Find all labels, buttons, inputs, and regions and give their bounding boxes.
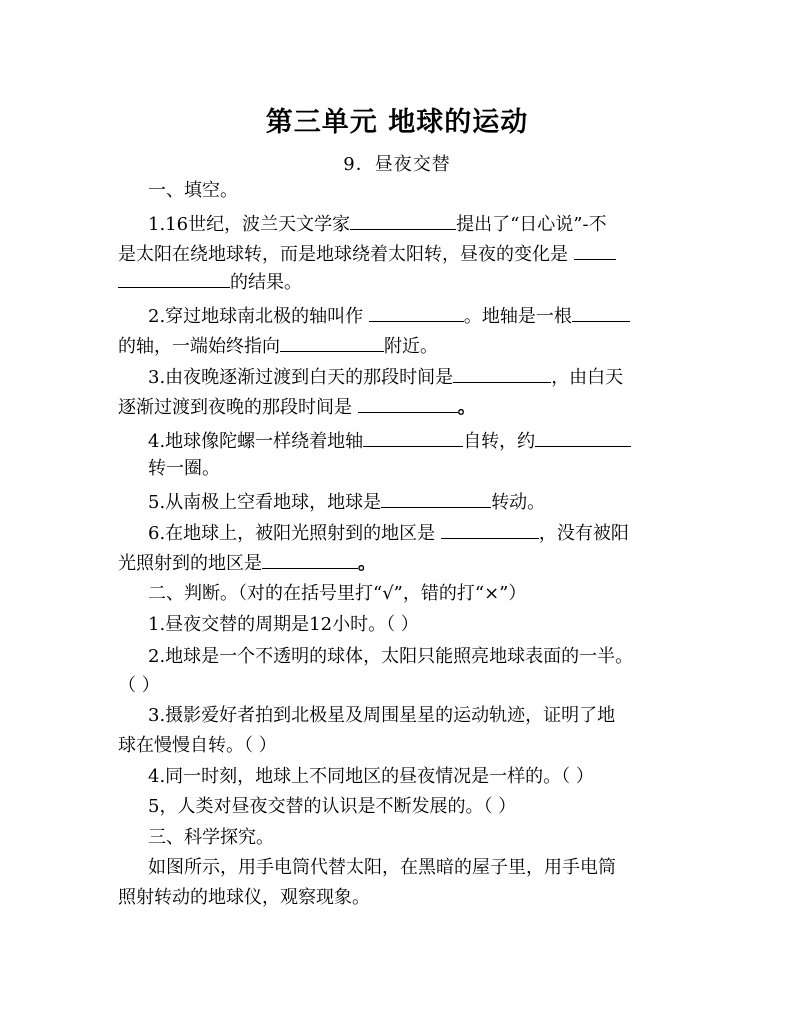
lesson-subtitle: 9．昼夜交替 [343,154,451,175]
question-1-line-2: 是太阳在绕地球转，而是地球绕着太阳转，昼夜的变化是 [118,241,686,266]
question-1-line-3: 的结果。 [118,269,686,294]
inquiry-text-line-2: 照射转动的地球仪，观察现象。 [118,887,370,908]
judge-item-2-line-2: （ ） [118,675,160,696]
answer-blank [280,333,384,352]
answer-blank [381,489,491,508]
page-title: 第三单元 地球的运动 [265,107,529,138]
question-3-line-2: 逐渐过渡到夜晚的那段时间是 。 [118,394,686,419]
judge-item-3-line-2: 球在慢慢自转。（ ） [118,735,277,756]
inquiry-text-line-1: 如图所示，用手电筒代替太阳，在黑暗的屋子里，用手电筒 [148,857,616,878]
question-5: 5.从南极上空看地球，地球是 转动。 [148,489,686,514]
question-2-line-2: 的轴，一端始终指向 附近。 [118,333,686,358]
question-4-line-2: 转一圈。 [148,458,220,479]
answer-blank [453,364,551,383]
answer-blank [572,303,630,322]
section-heading-inquiry: 三、科学探究。 [148,827,274,848]
answer-blank [363,428,463,447]
answer-blank [574,241,616,260]
judge-item-3-line-1: 3.摄影爱好者拍到北极星及周围星星的运动轨迹，证明了地 [148,705,616,726]
judge-item-1: 1.昼夜交替的周期是12小时。（ ） [148,614,419,635]
answer-blank [262,550,358,569]
judge-item-5: 5，人类对昼夜交替的认识是不断发展的。（ ） [148,796,517,817]
answer-blank [369,303,464,322]
section-heading-true-false: 二、判断。（对的在括号里打“√”，错的打“×”） [148,583,527,604]
section-heading-fill-in: 一、填空。 [148,180,238,201]
answer-blank [350,211,456,230]
question-6-line-1: 6.在地球上，被阳光照射到的地区是 ，没有被阳 [148,520,686,545]
question-1-line-1: 1.16世纪，波兰天文学家 提出了“日心说”-不 [148,211,686,236]
question-4-line-1: 4.地球像陀螺一样绕着地轴 自转，约 [148,428,686,453]
question-3-line-1: 3.由夜晚逐渐过渡到白天的那段时间是 ，由白天 [148,364,686,389]
answer-blank [535,428,631,447]
answer-blank [441,520,539,539]
answer-blank [118,269,230,288]
judge-item-4: 4.同一时刻，地球上不同地区的昼夜情况是一样的。（ ） [148,766,594,787]
answer-blank [358,394,458,413]
judge-item-2-line-1: 2.地球是一个不透明的球体，太阳只能照亮地球表面的一半。 [148,646,634,667]
question-2-line-1: 2.穿过地球南北极的轴叫作 。地轴是一根 [148,303,686,328]
question-6-line-2: 光照射到的地区是 。 [118,550,686,575]
